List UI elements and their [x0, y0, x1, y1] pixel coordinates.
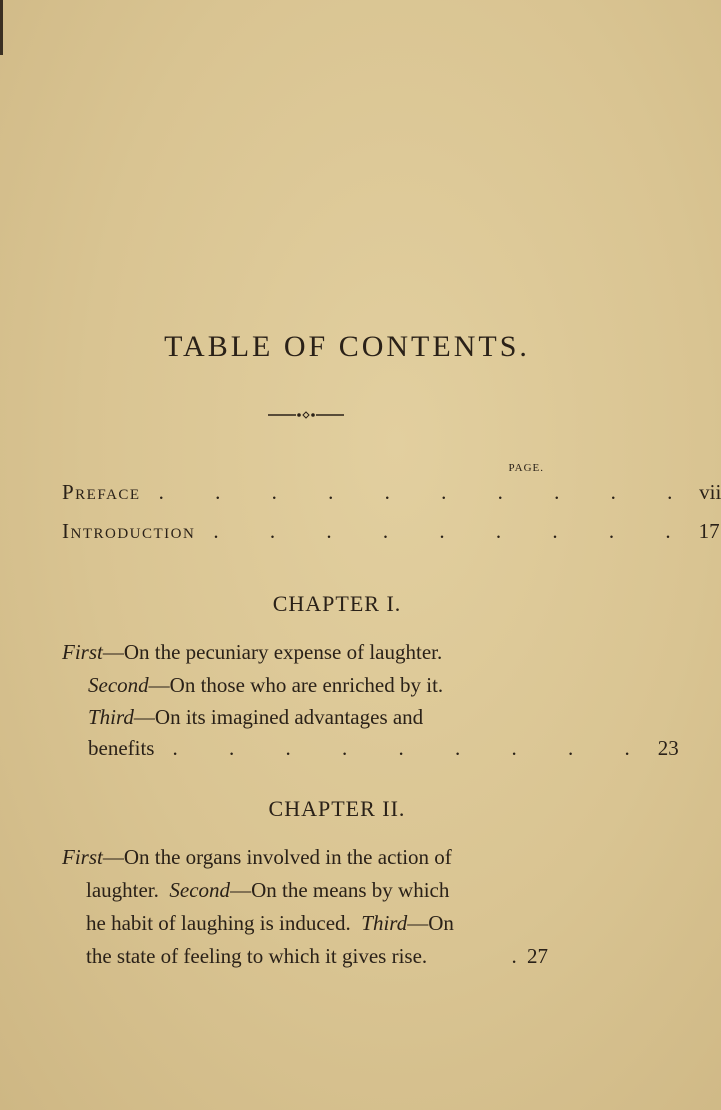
chapter2-line2-text: —On the means by which [230, 878, 450, 902]
toc-entry-label: Preface [62, 480, 141, 504]
chapter2-line1-text: —On the organs involved in the action of [102, 845, 452, 869]
chapter1-line3-emphasis: Third [88, 705, 134, 729]
toc-entry-page: vii [699, 480, 721, 504]
leader-dots: . [511, 944, 522, 968]
leader-dots: . . . . . . . . . [172, 736, 653, 760]
chapter1-line2 [88, 673, 443, 698]
chapter2-line2 [86, 878, 449, 903]
chapter2-line3-text: —On [407, 911, 454, 935]
chapter2-line2-lead: laughter. [86, 878, 159, 902]
divider-ornament [268, 410, 344, 420]
toc-entry-label: Introduction [62, 519, 196, 543]
chapter2-line4-text: the state of feeling to which it gives rise. [86, 944, 428, 968]
chapter1-line3 [88, 705, 423, 730]
chapter1-line1 [62, 640, 442, 665]
toc-entry-page: 27 [527, 944, 548, 968]
chapter2-line3-emphasis: Third [361, 911, 408, 935]
chapter-heading: CHAPTER II. [268, 796, 406, 821]
chapter1-line2-emphasis: Second [88, 673, 149, 697]
chapter1-line4 [88, 736, 679, 761]
chapter2-line3-lead: he habit of laughing is induced. [86, 911, 351, 935]
leader-dots: . . . . . . . . . [213, 519, 694, 543]
chapter2-line2-emphasis: Second [169, 878, 231, 902]
toc-entry-preface [62, 480, 721, 505]
chapter2-line1-emphasis: First [62, 845, 103, 869]
chapter1-line1-emphasis: First [62, 640, 103, 664]
toc-entry-introduction [62, 519, 720, 544]
chapter2-line4 [86, 944, 548, 969]
chapter2-line1 [62, 845, 452, 870]
chapter1-line2-text: —On those who are enriched by it. [148, 673, 444, 697]
chapter1-line1-text: —On the pecuniary expense of laughter. [102, 640, 443, 664]
chapter-heading: CHAPTER I. [272, 591, 402, 616]
page-column-heading: PAGE. [508, 462, 544, 474]
page-edge-mark [0, 0, 3, 55]
toc-entry-page: 17 [698, 519, 720, 543]
chapter1-line3-text: —On its imagined advantages and [133, 705, 424, 729]
toc-entry-page: 23 [657, 736, 679, 760]
chapter1-line4-text: benefits [88, 736, 155, 760]
leader-dots: . . . . . . . . . . [158, 480, 696, 504]
page-title: TABLE OF CONTENTS. [164, 330, 530, 363]
chapter2-line3 [86, 911, 454, 936]
